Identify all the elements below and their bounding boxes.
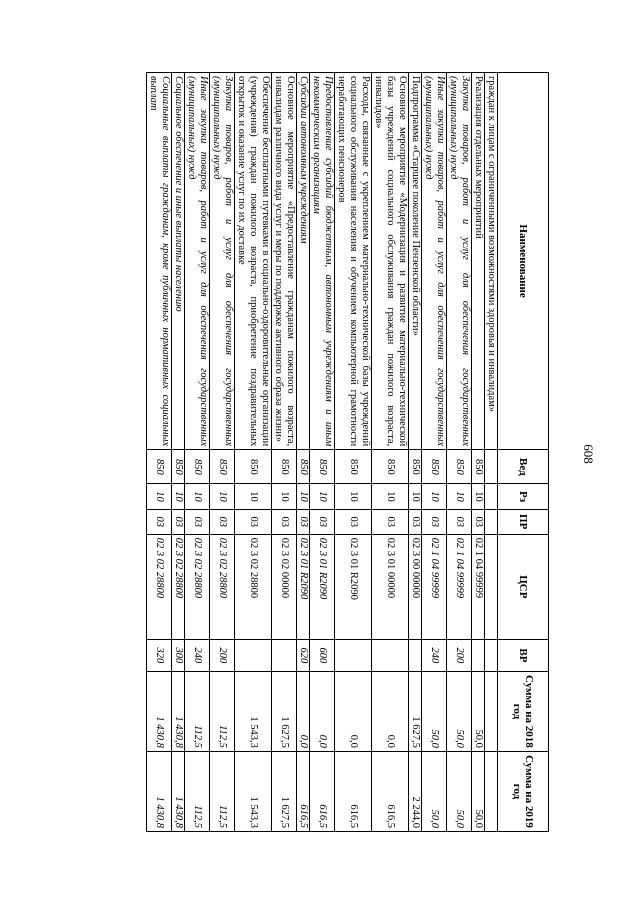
cell-vr (409, 639, 422, 671)
cell-ved: 850 (372, 450, 409, 484)
cell-sum-2018: 1 627,5 (272, 671, 297, 751)
cell-name: Социальное обеспечение и иные выплаты населению (172, 73, 185, 450)
cell-rz: 10 (409, 484, 422, 509)
cell-rz: 10 (210, 484, 235, 509)
header-row (498, 73, 549, 832)
cell-sum-2018: 0,0 (372, 671, 409, 751)
cell-csr: 02 3 01 R2090 (297, 534, 310, 639)
cell-csr: 02 3 00 00000 (409, 534, 422, 639)
cell-ved: 850 (447, 450, 472, 484)
table-row (210, 73, 235, 832)
cell-sum-2018: 1 627,5 (409, 671, 422, 751)
cell-rz: 10 (172, 484, 185, 509)
cell-ved: 850 (422, 450, 447, 484)
cell-ved: 850 (172, 450, 185, 484)
cell-name: Предоставление субсидий бюджетным, автономным учреждениям и иным некоммерческим организациям (310, 73, 335, 450)
cell-rz (485, 484, 498, 509)
cell-sum-2019: 1 543,3 (235, 751, 272, 831)
cell-pr: 03 (272, 509, 297, 534)
cell-name: граждан к лицам с ограниченными возможностями здоровья и инвалидам» (485, 73, 498, 450)
table-row (272, 73, 297, 832)
cell-rz: 10 (447, 484, 472, 509)
cell-ved: 850 (297, 450, 310, 484)
table-row (372, 73, 409, 832)
cell-vr: 200 (210, 639, 235, 671)
cell-sum-2019: 616,5 (310, 751, 335, 831)
cell-csr (485, 534, 498, 639)
cell-vr: 600 (310, 639, 335, 671)
cell-sum-2019: 616,5 (335, 751, 372, 831)
cell-pr: 03 (185, 509, 210, 534)
cell-vr: 240 (422, 639, 447, 671)
cell-sum-2018: 112,5 (185, 671, 210, 751)
cell-ved: 850 (472, 450, 485, 484)
cell-name: Закупка товаров, работ и услуг для обеспечения государственных (муниципальных) нужд (210, 73, 235, 450)
cell-csr: 02 3 02 28800 (235, 534, 272, 639)
cell-rz: 10 (472, 484, 485, 509)
cell-pr: 03 (147, 509, 172, 534)
cell-rz: 10 (235, 484, 272, 509)
cell-csr: 02 3 01 R2090 (310, 534, 335, 639)
cell-vr (235, 639, 272, 671)
cell-sum-2019: 616,5 (297, 751, 310, 831)
cell-sum-2018: 0,0 (297, 671, 310, 751)
cell-csr: 02 1 04 99999 (422, 534, 447, 639)
cell-name: Основное мероприятие «Предоставление гражданам пожилого возраста, инвалидам различного вида услуг и меры по поддержке активного образа жизни» (272, 73, 297, 450)
cell-name: Основное мероприятие «Модернизация и развитие материально-технической базы учреждений социального обслуживания граждан пожилого возраста, инвалидов» (372, 73, 409, 450)
cell-ved: 850 (185, 450, 210, 484)
cell-name: Подпрограмма «Старшее поколение Пензенской области» (409, 73, 422, 450)
table-row (422, 73, 447, 832)
cell-vr: 300 (172, 639, 185, 671)
cell-csr: 02 3 01 R2090 (335, 534, 372, 639)
cell-name: Социальные выплаты гражданам, кроме публичных нормативных социальных выплат (147, 73, 172, 450)
cell-pr: 03 (422, 509, 447, 534)
cell-name: Иные закупки товаров, работ и услуг для обеспечения государственных (муниципальных) нужд (422, 73, 447, 450)
cell-sum-2019: 112,5 (185, 751, 210, 831)
cell-name: Обеспечение бесплатными путевками в социально-оздоровительные организации (учреждения) граждан пожилого возраста, приобретение поздравительных открыток и оказание услуг по их доставке (235, 73, 272, 450)
cell-sum-2018: 50,0 (422, 671, 447, 751)
cell-pr: 03 (447, 509, 472, 534)
cell-vr: 620 (297, 639, 310, 671)
cell-name: Реализация отдельных мероприятий (472, 73, 485, 450)
rotated-table-container (79, 72, 549, 832)
cell-sum-2019: 1 430,8 (172, 751, 185, 831)
budget-table (146, 72, 549, 832)
table-row (147, 73, 172, 832)
cell-vr: 320 (147, 639, 172, 671)
page-number: 608 (581, 444, 596, 464)
cell-pr: 03 (472, 509, 485, 534)
cell-sum-2018: 50,0 (472, 671, 485, 751)
table-row (409, 73, 422, 832)
cell-sum-2018: 1 543,3 (235, 671, 272, 751)
cell-pr: 03 (310, 509, 335, 534)
header-rz: Рз (498, 484, 549, 509)
cell-name: Закупка товаров, работ и услуг для обеспечения государственных (муниципальных) нужд (447, 73, 472, 450)
cell-pr: 03 (172, 509, 185, 534)
cell-rz: 10 (372, 484, 409, 509)
table-row (297, 73, 310, 832)
cell-sum-2019: 50,0 (472, 751, 485, 831)
table-row (485, 73, 498, 832)
cell-csr: 02 3 01 00000 (372, 534, 409, 639)
cell-sum-2018: 0,0 (335, 671, 372, 751)
cell-sum-2018: 0,0 (310, 671, 335, 751)
cell-rz: 10 (147, 484, 172, 509)
cell-sum-2019 (485, 751, 498, 831)
cell-sum-2018: 1 430,8 (147, 671, 172, 751)
header-vr: ВР (498, 639, 549, 671)
cell-rz: 10 (297, 484, 310, 509)
cell-sum-2019: 1 627,5 (272, 751, 297, 831)
cell-rz: 10 (185, 484, 210, 509)
cell-sum-2019: 2 244,0 (409, 751, 422, 831)
cell-vr (472, 639, 485, 671)
table-row (172, 73, 185, 832)
cell-vr (272, 639, 297, 671)
cell-vr: 200 (447, 639, 472, 671)
cell-pr: 03 (210, 509, 235, 534)
header-name: Наименование (498, 73, 549, 450)
cell-sum-2019: 50,0 (447, 751, 472, 831)
cell-sum-2019: 50,0 (422, 751, 447, 831)
cell-sum-2018: 1 430,8 (172, 671, 185, 751)
cell-ved: 850 (310, 450, 335, 484)
cell-vr (372, 639, 409, 671)
cell-sum-2018: 112,5 (210, 671, 235, 751)
cell-csr: 02 1 04 99999 (447, 534, 472, 639)
cell-sum-2018 (485, 671, 498, 751)
table-row (472, 73, 485, 832)
cell-sum-2019: 1 430,8 (147, 751, 172, 831)
header-ved: Вед (498, 450, 549, 484)
cell-name: Иные закупки товаров, работ и услуг для обеспечения государственных (муниципальных) нужд (185, 73, 210, 450)
cell-ved: 850 (210, 450, 235, 484)
cell-csr: 02 1 04 99999 (472, 534, 485, 639)
cell-name: Субсидии автономным учреждениям (297, 73, 310, 450)
cell-vr (485, 639, 498, 671)
table-body (147, 73, 498, 832)
cell-name: Расходы, связанные с укреплением материально-технической базы учреждений социального обслуживания населения и обучением компьютерной грамотности неработающих пенсионеров (335, 73, 372, 450)
header-sum-2018: Сумма на 2018 год (498, 671, 549, 751)
table-row (335, 73, 372, 832)
cell-pr: 03 (297, 509, 310, 534)
cell-csr: 02 3 02 28800 (147, 534, 172, 639)
cell-ved: 850 (147, 450, 172, 484)
cell-rz: 10 (422, 484, 447, 509)
cell-vr (335, 639, 372, 671)
cell-ved (485, 450, 498, 484)
cell-rz: 10 (272, 484, 297, 509)
header-pr: ПР (498, 509, 549, 534)
cell-sum-2019: 616,5 (372, 751, 409, 831)
cell-ved: 850 (235, 450, 272, 484)
cell-csr: 02 3 02 28800 (172, 534, 185, 639)
cell-pr: 03 (335, 509, 372, 534)
cell-ved: 850 (409, 450, 422, 484)
cell-csr: 02 3 02 00000 (272, 534, 297, 639)
cell-csr: 02 3 02 28800 (210, 534, 235, 639)
cell-ved: 850 (335, 450, 372, 484)
table-row (235, 73, 272, 832)
cell-ved: 850 (272, 450, 297, 484)
cell-pr: 03 (409, 509, 422, 534)
table-row (310, 73, 335, 832)
cell-vr: 240 (185, 639, 210, 671)
header-sum-2019: Сумма на 2019 год (498, 751, 549, 831)
cell-rz: 10 (335, 484, 372, 509)
cell-pr: 03 (372, 509, 409, 534)
cell-sum-2018: 50,0 (447, 671, 472, 751)
table-row (447, 73, 472, 832)
header-csr: ЦСР (498, 534, 549, 639)
cell-pr (485, 509, 498, 534)
table-row (185, 73, 210, 832)
cell-sum-2019: 112,5 (210, 751, 235, 831)
cell-pr: 03 (235, 509, 272, 534)
cell-rz: 10 (310, 484, 335, 509)
cell-csr: 02 3 02 28800 (185, 534, 210, 639)
